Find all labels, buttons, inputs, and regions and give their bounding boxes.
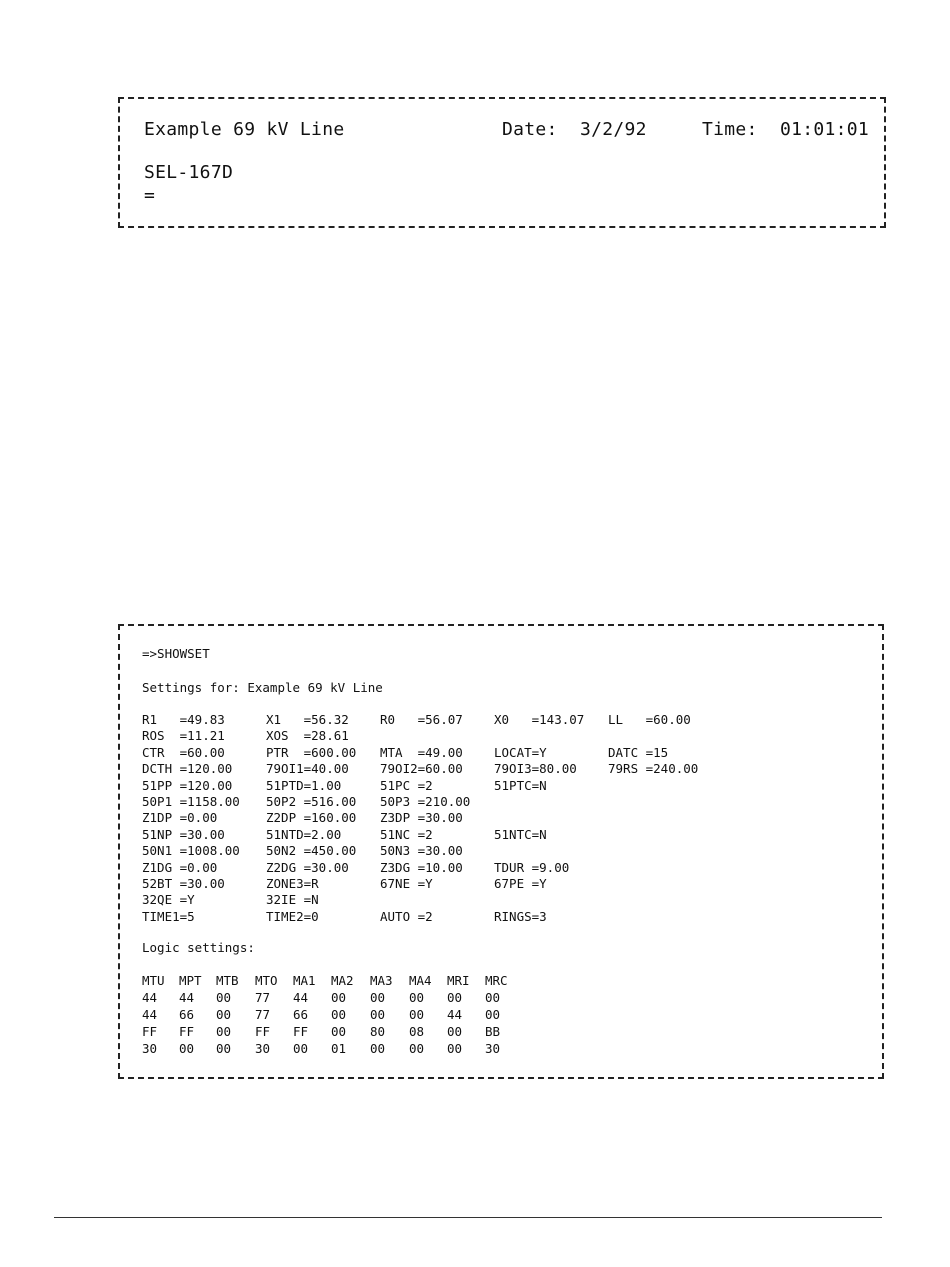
footer-rule bbox=[54, 1217, 882, 1218]
logic-cell: 00 bbox=[370, 1041, 386, 1056]
setting-cell: 79OI3=80.00 bbox=[494, 761, 577, 777]
setting-cell: 32QE =Y bbox=[142, 892, 195, 908]
logic-cell: 00 bbox=[331, 990, 347, 1005]
logic-cell: 00 bbox=[409, 1041, 425, 1056]
logic-cell: 30 bbox=[255, 1041, 271, 1056]
logic-cell: 44 bbox=[447, 1007, 463, 1022]
setting-cell: CTR =60.00 bbox=[142, 744, 225, 760]
setting-cell: 32IE =N bbox=[266, 892, 319, 908]
prompt: = bbox=[144, 185, 156, 206]
date-readout: Date: 3/2/92 bbox=[502, 119, 647, 140]
setting-cell: Z1DP =0.00 bbox=[142, 810, 218, 826]
setting-cell: 51PP =120.00 bbox=[142, 777, 233, 793]
setting-cell: AUTO =2 bbox=[380, 908, 433, 924]
setting-cell: Z2DP =160.00 bbox=[266, 810, 357, 826]
logic-column-header: MA2 bbox=[331, 973, 354, 988]
logic-cell: 00 bbox=[216, 1007, 232, 1022]
logic-cell: BB bbox=[485, 1024, 501, 1039]
setting-cell: Z1DG =0.00 bbox=[142, 859, 218, 875]
setting-cell: 50N2 =450.00 bbox=[266, 843, 357, 859]
logic-cell: 00 bbox=[409, 990, 425, 1005]
setting-cell: DATC =15 bbox=[608, 744, 669, 760]
setting-cell: 51NTD=2.00 bbox=[266, 826, 342, 842]
setting-cell: R0 =56.07 bbox=[380, 712, 463, 727]
logic-header: Logic settings: bbox=[142, 940, 255, 955]
logic-cell: 01 bbox=[331, 1041, 347, 1056]
setting-cell: 50P1 =1158.00 bbox=[142, 794, 240, 809]
setting-cell: X1 =56.32 bbox=[266, 712, 349, 727]
logic-cell: 00 bbox=[179, 1041, 195, 1056]
setting-cell: ZONE3=R bbox=[266, 876, 319, 891]
setting-cell: Z3DG =10.00 bbox=[380, 859, 463, 875]
setting-cell: LL =60.00 bbox=[608, 712, 691, 727]
setting-cell: 50N3 =30.00 bbox=[380, 843, 463, 859]
setting-cell: TDUR =9.00 bbox=[494, 859, 570, 875]
logic-column-header: MA1 bbox=[293, 973, 316, 988]
logic-cell: 00 bbox=[485, 1007, 501, 1022]
setting-cell: 51NC =2 bbox=[380, 826, 433, 842]
logic-cell: 80 bbox=[370, 1024, 386, 1039]
setting-cell: 51NP =30.00 bbox=[142, 826, 225, 842]
logic-cell: FF bbox=[293, 1024, 309, 1039]
setting-cell: 51PTC=N bbox=[494, 777, 547, 793]
setting-cell: 51PTD=1.00 bbox=[266, 777, 342, 793]
logic-cell: 00 bbox=[216, 1041, 232, 1056]
logic-cell: 00 bbox=[447, 1024, 463, 1039]
setting-cell: 50P3 =210.00 bbox=[380, 794, 471, 809]
setting-cell: 79OI1=40.00 bbox=[266, 761, 349, 777]
command-line: =>SHOWSET bbox=[142, 646, 210, 661]
setting-cell: 67NE =Y bbox=[380, 876, 433, 891]
settings-header: Settings for: Example 69 kV Line bbox=[142, 680, 383, 695]
setting-cell: 79OI2=60.00 bbox=[380, 761, 463, 777]
setting-cell: 51PC =2 bbox=[380, 777, 433, 793]
logic-cell: 00 bbox=[216, 990, 232, 1005]
logic-cell: FF bbox=[179, 1024, 195, 1039]
logic-column-header: MTB bbox=[216, 973, 239, 988]
setting-cell: Z3DP =30.00 bbox=[380, 810, 463, 826]
setting-cell: TIME2=0 bbox=[266, 908, 319, 924]
logic-cell: 00 bbox=[485, 990, 501, 1005]
logic-column-header: MRI bbox=[447, 973, 470, 988]
setting-cell: X0 =143.07 bbox=[494, 712, 585, 727]
logic-cell: 44 bbox=[179, 990, 195, 1005]
logic-column-header: MTO bbox=[255, 973, 278, 988]
setting-cell: PTR =600.00 bbox=[266, 744, 357, 760]
logic-cell: 44 bbox=[142, 990, 158, 1005]
relay-id-screen bbox=[118, 97, 886, 228]
logic-cell: FF bbox=[255, 1024, 271, 1039]
setting-cell: 52BT =30.00 bbox=[142, 876, 225, 891]
setting-cell: RINGS=3 bbox=[494, 908, 547, 924]
setting-cell: 50N1 =1008.00 bbox=[142, 843, 240, 859]
showset-screen bbox=[118, 624, 884, 1079]
time-readout: Time: 01:01:01 bbox=[702, 119, 870, 140]
logic-cell: 44 bbox=[293, 990, 309, 1005]
logic-column-header: MPT bbox=[179, 973, 202, 988]
setting-cell: R1 =49.83 bbox=[142, 712, 225, 727]
logic-cell: 00 bbox=[293, 1041, 309, 1056]
logic-cell: 00 bbox=[331, 1007, 347, 1022]
setting-cell: TIME1=5 bbox=[142, 908, 195, 924]
logic-cell: 00 bbox=[370, 990, 386, 1005]
setting-cell: 67PE =Y bbox=[494, 876, 547, 891]
setting-cell: XOS =28.61 bbox=[266, 728, 349, 744]
logic-cell: 00 bbox=[331, 1024, 347, 1039]
logic-cell: 00 bbox=[216, 1024, 232, 1039]
setting-cell: ROS =11.21 bbox=[142, 728, 225, 744]
logic-cell: 00 bbox=[370, 1007, 386, 1022]
logic-cell: 77 bbox=[255, 1007, 271, 1022]
logic-column-header: MTU bbox=[142, 973, 165, 988]
setting-cell: 79RS =240.00 bbox=[608, 761, 699, 777]
logic-cell: 00 bbox=[447, 990, 463, 1005]
logic-cell: 66 bbox=[293, 1007, 309, 1022]
setting-cell: LOCAT=Y bbox=[494, 744, 547, 760]
logic-cell: 30 bbox=[142, 1041, 158, 1056]
logic-cell: 00 bbox=[447, 1041, 463, 1056]
setting-cell: Z2DG =30.00 bbox=[266, 859, 349, 875]
logic-cell: 30 bbox=[485, 1041, 501, 1056]
logic-cell: 00 bbox=[409, 1007, 425, 1022]
line-name: Example 69 kV Line bbox=[144, 119, 345, 140]
logic-cell: 77 bbox=[255, 990, 271, 1005]
logic-cell: FF bbox=[142, 1024, 158, 1039]
setting-cell: 50P2 =516.00 bbox=[266, 794, 357, 809]
logic-cell: 44 bbox=[142, 1007, 158, 1022]
setting-cell: 51NTC=N bbox=[494, 826, 547, 842]
logic-column-header: MRC bbox=[485, 973, 508, 988]
relay-id: SEL-167D bbox=[144, 162, 234, 183]
logic-column-header: MA4 bbox=[409, 973, 432, 988]
setting-cell: MTA =49.00 bbox=[380, 744, 463, 760]
logic-cell: 66 bbox=[179, 1007, 195, 1022]
logic-cell: 08 bbox=[409, 1024, 425, 1039]
setting-cell: DCTH =120.00 bbox=[142, 761, 233, 777]
logic-column-header: MA3 bbox=[370, 973, 393, 988]
